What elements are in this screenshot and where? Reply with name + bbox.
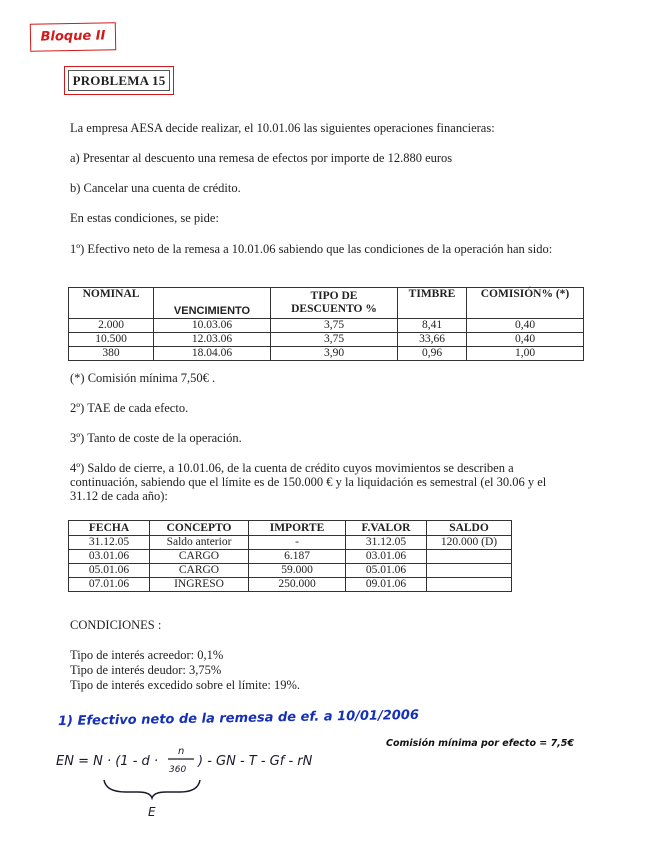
- table-cell: 59.000: [249, 564, 346, 578]
- table-cell: 0,96: [398, 347, 467, 361]
- col-header: TIPO DE DESCUENTO %: [271, 288, 398, 319]
- handwritten-note: Comisión mínima por efecto = 7,5€: [386, 738, 575, 749]
- col-header: IMPORTE: [249, 521, 346, 536]
- condition-item: Tipo de interés excedido sobre el límite: 19%.: [70, 678, 301, 692]
- table-cell: 10.03.06: [154, 319, 271, 333]
- operation-b: b) Cancelar una cuenta de crédito.: [70, 181, 241, 195]
- table-row: [69, 564, 512, 578]
- table-cell: 03.01.06: [69, 550, 150, 564]
- table-row: [69, 578, 512, 592]
- table-cell: [427, 564, 512, 578]
- bloque-label: Bloque II: [30, 22, 116, 51]
- col-header: SALDO: [427, 521, 512, 536]
- table-row: [69, 319, 584, 333]
- condition-item: Tipo de interés deudor: 3,75%: [70, 663, 222, 677]
- table-row: [69, 333, 584, 347]
- table-header-row: [69, 521, 512, 536]
- table-cell: 0,40: [467, 319, 584, 333]
- formula-right: ) - GN - T - Gf - rN: [198, 754, 313, 769]
- table-cell: 05.01.06: [346, 564, 427, 578]
- underbrace: [104, 780, 200, 798]
- table-cell: -: [249, 536, 346, 550]
- table-cell: 10.500: [69, 333, 154, 347]
- brace-label: E: [148, 805, 156, 819]
- question-3: 3º) Tanto de coste de la operación.: [70, 431, 242, 445]
- table-cell: 2.000: [69, 319, 154, 333]
- table-row: [69, 536, 512, 550]
- credit-account-table: [68, 520, 512, 592]
- handwritten-formula: [56, 740, 356, 820]
- table-cell: 33,66: [398, 333, 467, 347]
- table-header-row: [69, 288, 584, 319]
- col-header: CONCEPTO: [150, 521, 249, 536]
- col-header: F.VALOR: [346, 521, 427, 536]
- question-1: 1º) Efectivo neto de la remesa a 10.01.06 sabiendo que las condiciones de la operación han sido:: [70, 242, 553, 256]
- table-cell: 05.01.06: [69, 564, 150, 578]
- operation-a: a) Presentar al descuento una remesa de efectos por importe de 12.880 euros: [70, 151, 453, 165]
- table-row: [69, 347, 584, 361]
- commission-note: (*) Comisión mínima 7,50€ .: [70, 371, 216, 385]
- table-cell: 3,75: [271, 333, 398, 347]
- table-cell: 250.000: [249, 578, 346, 592]
- col-header: TIMBRE: [398, 288, 467, 319]
- col-header: NOMINAL: [69, 288, 154, 319]
- table-cell: 8,41: [398, 319, 467, 333]
- condition-item: Tipo de interés acreedor: 0,1%: [70, 648, 224, 662]
- col-header: COMISIÓN% (*): [467, 288, 584, 319]
- table-cell: 07.01.06: [69, 578, 150, 592]
- table-cell: INGRESO: [150, 578, 249, 592]
- formula-denominator: 360: [169, 765, 187, 775]
- table-cell: 0,40: [467, 333, 584, 347]
- table-cell: 03.01.06: [346, 550, 427, 564]
- table-cell: 3,75: [271, 319, 398, 333]
- problem-title: PROBLEMA 15: [68, 70, 170, 91]
- table-cell: 18.04.06: [154, 347, 271, 361]
- table-cell: CARGO: [150, 550, 249, 564]
- table-row: [69, 550, 512, 564]
- table-cell: [427, 578, 512, 592]
- table-cell: 120.000 (D): [427, 536, 512, 550]
- conditions-title: CONDICIONES :: [70, 618, 162, 632]
- problem-title-box: [64, 66, 174, 95]
- table-cell: 31.12.05: [69, 536, 150, 550]
- table-cell: 09.01.06: [346, 578, 427, 592]
- formula-left: EN = N · (1 - d ·: [56, 754, 159, 769]
- table-cell: CARGO: [150, 564, 249, 578]
- table-cell: [427, 550, 512, 564]
- col-header: VENCIMIENTO: [154, 288, 271, 319]
- remesa-table: [68, 287, 584, 361]
- question-2: 2º) TAE de cada efecto.: [70, 401, 189, 415]
- table-cell: 31.12.05: [346, 536, 427, 550]
- table-cell: 3,90: [271, 347, 398, 361]
- table-cell: 6.187: [249, 550, 346, 564]
- table-cell: Saldo anterior: [150, 536, 249, 550]
- col-header: FECHA: [69, 521, 150, 536]
- table-cell: 12.03.06: [154, 333, 271, 347]
- intro-text: La empresa AESA decide realizar, el 10.01.06 las siguientes operaciones financieras:: [70, 121, 495, 135]
- ask-text: En estas condiciones, se pide:: [70, 211, 219, 225]
- formula-numerator: n: [178, 746, 185, 757]
- table-cell: 380: [69, 347, 154, 361]
- table-cell: 1,00: [467, 347, 584, 361]
- question-4: 4º) Saldo de cierre, a 10.01.06, de la cuenta de crédito cuyos movimientos se describen a continuación, sabiendo que el límite es de 150.000 € y la liquidación es semestral (el 30.06 y el 31.12 de cada año):: [70, 461, 547, 503]
- handwritten-heading: 1) Efectivo neto de la remesa de ef. a 10/01/2006: [57, 707, 420, 730]
